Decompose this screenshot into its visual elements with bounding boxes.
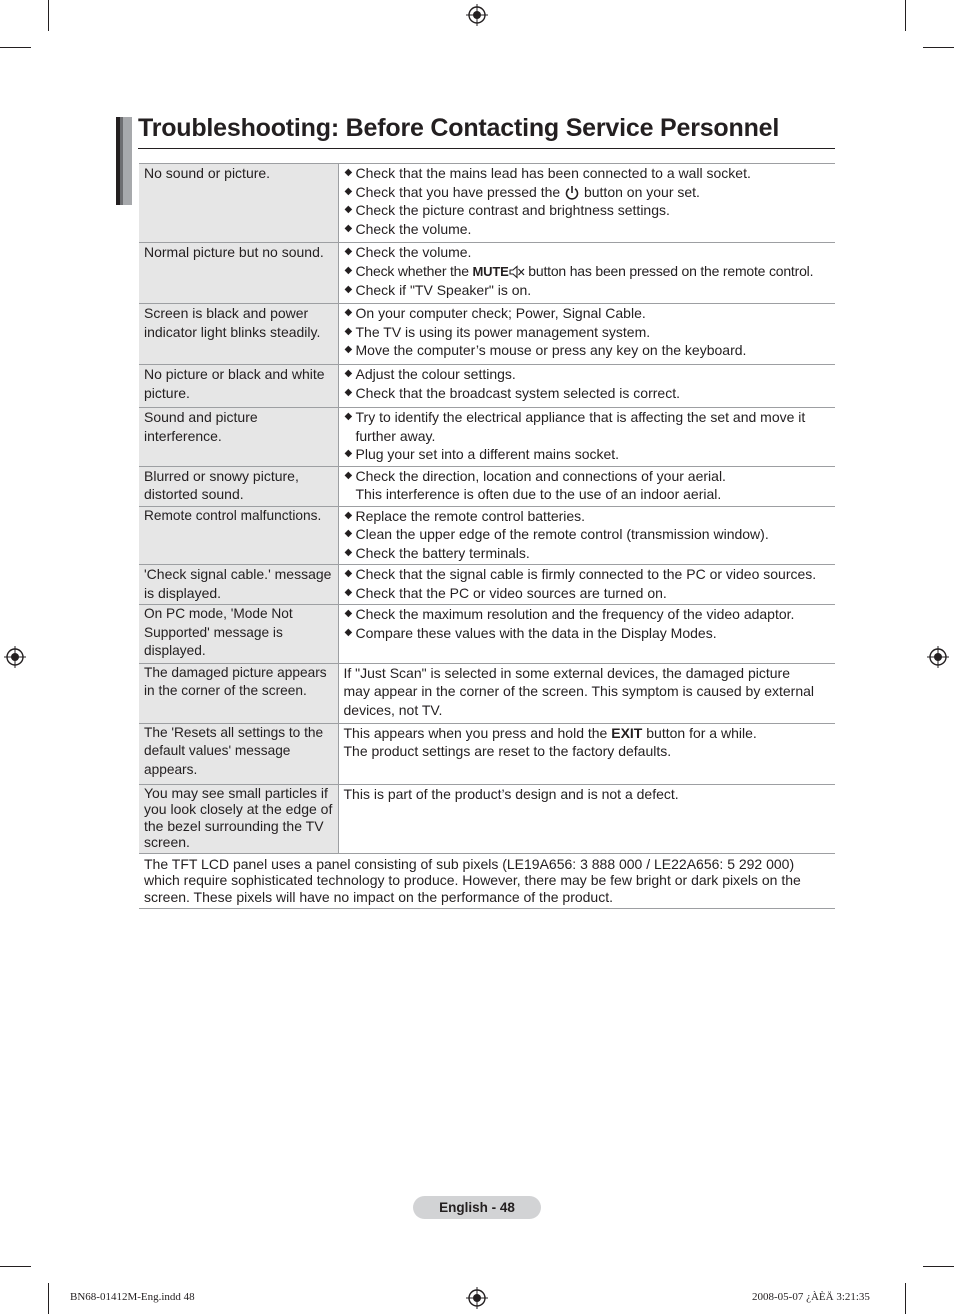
symptom-cell: The damaged picture appears in the corner of the screen. [139, 663, 338, 723]
crop-mark [923, 1266, 954, 1267]
power-icon [564, 185, 580, 201]
table-row [139, 243, 835, 304]
diamond-bullet-icon: ◆ [344, 284, 353, 295]
list-item: ◆ Check the volume. [344, 220, 472, 237]
solution-line: This appears when you press and hold the EXIT button for a while. [343, 724, 757, 741]
exit-button-label: EXIT [611, 724, 643, 741]
crop-mark [48, 0, 49, 31]
list-item: ◆ Try to identify the electrical appliance that is affecting the set and move it further away. [344, 409, 806, 444]
list-item: ◆ Check that the mains lead has been connected to a wall socket. [344, 165, 751, 181]
solution-cell [338, 784, 835, 853]
table-row [139, 304, 835, 365]
diamond-bullet-icon: ◆ [344, 586, 353, 598]
diamond-bullet-icon: ◆ [344, 448, 353, 459]
list-item: ◆ Check if "TV Speaker" is on. [344, 282, 532, 298]
table-row [139, 506, 835, 565]
solution-cell [338, 466, 835, 506]
list-item: ◆ Check that the signal cable is firmly connected to the PC or video sources. [344, 566, 817, 582]
symptom-cell: Normal picture but no sound. [139, 243, 338, 304]
symptom-cell: No sound or picture. [139, 164, 338, 243]
list-item: ◆ The TV is using its power management system. [344, 323, 651, 340]
diamond-bullet-icon: ◆ [344, 204, 353, 215]
solution-line: This is part of the product’s design and is not a defect. [343, 785, 679, 802]
diamond-bullet-icon: ◆ [344, 469, 353, 481]
list-item: ◆ Check the battery terminals. [344, 544, 530, 561]
solution-cell [338, 164, 835, 243]
list-item: ◆ On your computer check; Power, Signal Cable. [344, 305, 646, 321]
solution-line: The product settings are reset to the factory defaults. [343, 743, 672, 759]
diamond-bullet-icon: ◆ [344, 167, 353, 178]
crop-mark [0, 47, 31, 48]
diamond-bullet-icon: ◆ [344, 509, 353, 521]
solution-cell [338, 565, 835, 605]
page-title: Troubleshooting: Before Contacting Service Personnel [138, 114, 780, 142]
table-row [139, 408, 835, 467]
registration-mark-icon [466, 4, 488, 26]
registration-mark-icon [927, 646, 949, 668]
symptom-cell: You may see small particles if you look closely at the edge of the bezel surrounding the TV screen. [139, 784, 338, 853]
troubleshooting-table [139, 163, 835, 909]
diamond-bullet-icon: ◆ [344, 325, 353, 337]
diamond-bullet-icon: ◆ [344, 368, 353, 379]
list-item: ◆ Clean the upper edge of the remote control (transmission window). [344, 526, 769, 542]
table-row [139, 853, 835, 909]
table-row [139, 723, 835, 784]
solution-cell [338, 304, 835, 365]
diamond-bullet-icon: ◆ [344, 344, 353, 355]
diamond-bullet-icon: ◆ [344, 185, 353, 197]
diamond-bullet-icon: ◆ [344, 386, 353, 398]
diamond-bullet-icon: ◆ [344, 307, 353, 318]
list-item: ◆ Check the maximum resolution and the frequency of the video adaptor. [344, 606, 795, 622]
symptom-cell: Screen is black and power indicator light blinks steadily. [139, 304, 338, 365]
symptom-cell: Blurred or snowy picture, distorted sound. [139, 466, 338, 506]
list-item: ◆ Check that the broadcast system selected is correct. [344, 384, 680, 401]
crop-mark [48, 1283, 49, 1314]
symptom-cell: 'Check signal cable.' message is displayed. [139, 565, 338, 605]
list-item: ◆ Plug your set into a different mains socket. [344, 446, 620, 462]
symptom-cell: Remote control malfunctions. [139, 506, 338, 565]
diamond-bullet-icon: ◆ [344, 528, 353, 539]
list-item: ◆ Check that the PC or video sources are turned on. [344, 584, 667, 601]
solution-cell [338, 506, 835, 565]
symptom-cell: The 'Resets all settings to the default values' message appears. [139, 723, 338, 784]
solution-continuation: This interference is often due to the use of an indoor aerial. [355, 486, 722, 502]
registration-mark-icon [4, 646, 26, 668]
mute-speaker-icon [509, 264, 525, 280]
list-item: ◆ Check the volume. [344, 244, 472, 260]
solution-cell [338, 408, 835, 467]
solution-cell [338, 723, 835, 784]
solution-line: If "Just Scan" is selected in some external devices, the damaged picture [343, 664, 791, 681]
table-row [139, 663, 835, 723]
diamond-bullet-icon: ◆ [344, 264, 352, 276]
diamond-bullet-icon: ◆ [344, 546, 353, 558]
solution-cell [338, 663, 835, 723]
solution-cell [338, 365, 835, 408]
diamond-bullet-icon: ◆ [344, 608, 353, 619]
table-row [139, 565, 835, 605]
crop-mark [0, 1266, 31, 1267]
symptom-cell: No picture or black and white picture. [139, 365, 338, 408]
list-item: ◆ Compare these values with the data in the Display Modes. [344, 624, 717, 641]
mute-button-label: MUTE [472, 263, 509, 279]
solution-line: may appear in the corner of the screen. This symptom is caused by external [343, 683, 815, 699]
crop-mark [923, 47, 954, 48]
title-rule [138, 148, 835, 149]
list-item: ◆ Check the direction, location and connections of your aerial. [344, 467, 726, 484]
title-accent-bar [116, 117, 132, 205]
diamond-bullet-icon: ◆ [344, 411, 353, 422]
panel-note: The TFT LCD panel uses a panel consisting of sub pixels (LE19A656: 3 888 000 / LE22A656: 5 292 000) which require sophisticated technology to produce. However, there may be few bright or dark pixels on the screen. These pixels will have no impact on the performance of the product. [139, 853, 835, 909]
list-item: ◆ Check the picture contrast and brightness settings. [344, 202, 670, 218]
table-row [139, 365, 835, 408]
symptom-cell: On PC mode, 'Mode Not Supported' message is displayed. [139, 605, 338, 664]
page-number-label: English - 48 [413, 1196, 541, 1219]
table-row [139, 466, 835, 506]
registration-mark-icon [466, 1287, 488, 1309]
symptom-cell: Sound and picture interference. [139, 408, 338, 467]
diamond-bullet-icon: ◆ [344, 626, 353, 638]
list-item: ◆ Replace the remote control batteries. [344, 507, 586, 524]
table-row [139, 784, 835, 853]
crop-mark [905, 1283, 906, 1314]
list-item: ◆ Check that you have pressed the button on your set. [344, 183, 700, 200]
table-row [139, 164, 835, 243]
diamond-bullet-icon: ◆ [344, 246, 353, 257]
diamond-bullet-icon: ◆ [344, 568, 353, 579]
table-row [139, 605, 835, 664]
diamond-bullet-icon: ◆ [344, 222, 353, 234]
file-slug: BN68-01412M-Eng.indd 48 [70, 1291, 195, 1303]
solution-line: devices, not TV. [343, 701, 443, 718]
list-item: ◆ Move the computer’s mouse or press any key on the keyboard. [344, 342, 747, 358]
list-item: ◆ Check whether the MUTE button has been pressed on the remote control. [344, 262, 814, 279]
solution-cell [338, 605, 835, 664]
print-timestamp: 2008-05-07 ¿ÀÈÄ 3:21:35 [752, 1291, 870, 1303]
crop-mark [905, 0, 906, 31]
list-item: ◆ Adjust the colour settings. [344, 366, 516, 382]
solution-cell [338, 243, 835, 304]
